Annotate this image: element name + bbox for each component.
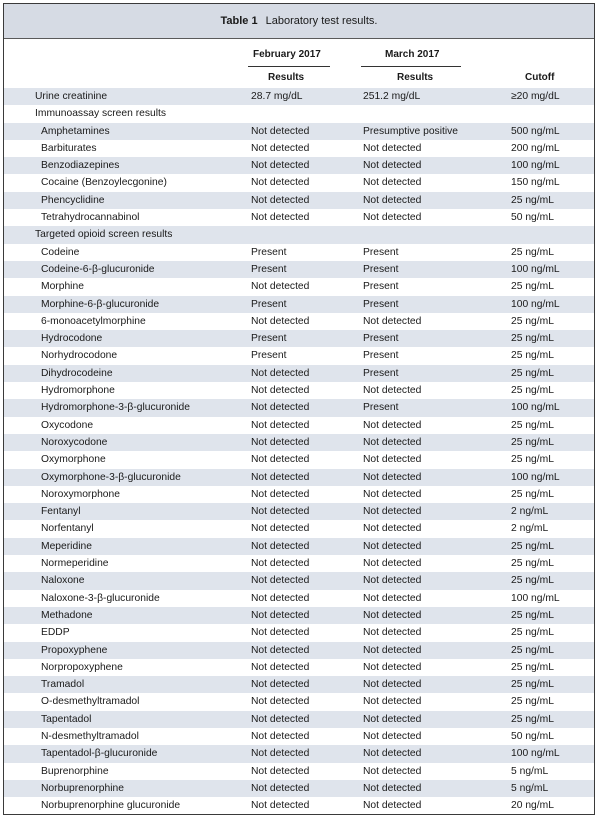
table-row	[4, 676, 594, 693]
cell-march-result: Not detected	[363, 471, 422, 483]
table-row	[4, 365, 594, 382]
table-row	[4, 226, 594, 243]
cell-march-result: Present	[363, 367, 399, 379]
cell-march-result: Present	[363, 402, 399, 414]
table-row	[4, 797, 594, 814]
header-results-mar: Results	[397, 72, 434, 83]
cell-march-result: Not detected	[363, 419, 422, 431]
cell-march-result: Not detected	[363, 194, 422, 206]
cell-cutoff: ≥20 mg/dL	[511, 91, 560, 102]
cell-march-result: Not detected	[363, 523, 422, 535]
table-row	[4, 451, 594, 468]
cell-test-name: Methadone	[41, 609, 93, 621]
table-row	[4, 347, 594, 364]
cell-cutoff: 100 ng/mL	[511, 160, 560, 172]
cell-march-result: Not detected	[363, 713, 422, 725]
table-row	[4, 555, 594, 572]
cell-march-result: Not detected	[363, 782, 422, 794]
header-cutoff: Cutoff	[525, 72, 555, 83]
cell-test-name: Barbiturates	[41, 142, 97, 154]
cell-march-result: 251.2 mg/dL	[363, 91, 421, 102]
cell-test-name: Hydromorphone	[41, 385, 115, 397]
table-row	[4, 642, 594, 659]
cell-test-name: Morphine	[41, 281, 84, 293]
cell-march-result: Not detected	[363, 212, 422, 224]
cell-test-name: Morphine-6-β-glucuronide	[41, 298, 160, 310]
cell-february-result: Present	[251, 246, 287, 258]
cell-march-result: Not detected	[363, 644, 422, 656]
cell-march-result: Not detected	[363, 488, 422, 500]
cell-test-name: Oxymorphone	[41, 454, 106, 466]
cell-test-name: Norfentanyl	[41, 523, 94, 535]
cell-february-result: Not detected	[251, 540, 310, 552]
cell-march-result: Not detected	[363, 765, 422, 777]
table-row	[4, 399, 594, 416]
cell-cutoff: 25 ng/mL	[511, 540, 554, 552]
cell-cutoff: 150 ng/mL	[511, 177, 560, 189]
cell-march-result: Not detected	[363, 696, 422, 708]
cell-march-result: Not detected	[363, 142, 422, 154]
cell-march-result: Present	[363, 298, 399, 310]
cell-march-result: Not detected	[363, 558, 422, 570]
cell-cutoff: 200 ng/mL	[511, 142, 560, 154]
cell-february-result: Present	[251, 263, 287, 275]
table-row	[4, 88, 594, 105]
cell-february-result: Not detected	[251, 800, 310, 812]
table-row	[4, 659, 594, 676]
table-row	[4, 192, 594, 209]
cell-cutoff: 25 ng/mL	[511, 558, 554, 570]
table-row	[4, 157, 594, 174]
cell-march-result: Not detected	[363, 177, 422, 189]
table-row	[4, 174, 594, 191]
cell-cutoff: 20 ng/mL	[511, 800, 554, 812]
table-row	[4, 313, 594, 330]
cell-cutoff: 25 ng/mL	[511, 696, 554, 708]
column-headers	[4, 39, 594, 88]
table-row	[4, 434, 594, 451]
cell-test-name: O-desmethyltramadol	[41, 696, 140, 708]
header-march: March 2017	[385, 49, 440, 60]
header-results-feb: Results	[268, 72, 305, 83]
table-row	[4, 123, 594, 140]
table-row	[4, 590, 594, 607]
cell-cutoff: 25 ng/mL	[511, 333, 554, 345]
cell-february-result: Not detected	[251, 471, 310, 483]
cell-march-result: Presumptive positive	[363, 125, 458, 137]
cell-cutoff: 100 ng/mL	[511, 471, 560, 483]
cell-test-name: Hydromorphone-3-β-glucuronide	[41, 402, 191, 414]
cell-test-name: Noroxymorphone	[41, 488, 120, 500]
cell-february-result: Not detected	[251, 592, 310, 604]
cell-march-result: Not detected	[363, 540, 422, 552]
cell-cutoff: 25 ng/mL	[511, 194, 554, 206]
cell-cutoff: 25 ng/mL	[511, 246, 554, 258]
cell-cutoff: 25 ng/mL	[511, 436, 554, 448]
lab-results-table	[3, 3, 595, 815]
cell-cutoff: 25 ng/mL	[511, 661, 554, 673]
cell-test-name: Benzodiazepines	[41, 160, 120, 172]
cell-march-result: Not detected	[363, 436, 422, 448]
cell-february-result: Not detected	[251, 627, 310, 639]
cell-cutoff: 25 ng/mL	[511, 644, 554, 656]
table-row	[4, 486, 594, 503]
cell-march-result: Present	[363, 281, 399, 293]
cell-cutoff: 25 ng/mL	[511, 609, 554, 621]
cell-test-name: Oxycodone	[41, 419, 94, 431]
cell-february-result: Not detected	[251, 488, 310, 500]
cell-february-result: Not detected	[251, 765, 310, 777]
table-row	[4, 624, 594, 641]
cell-test-name: Fentanyl	[41, 506, 81, 518]
table-row	[4, 105, 594, 122]
cell-cutoff: 100 ng/mL	[511, 298, 560, 310]
cell-february-result: Not detected	[251, 506, 310, 518]
table-row	[4, 330, 594, 347]
cell-test-name: N-desmethyltramadol	[41, 730, 139, 742]
cell-february-result: Not detected	[251, 419, 310, 431]
cell-february-result: Not detected	[251, 436, 310, 448]
cell-march-result: Not detected	[363, 160, 422, 172]
cell-cutoff: 50 ng/mL	[511, 212, 554, 224]
cell-cutoff: 2 ng/mL	[511, 506, 549, 518]
cell-february-result: Not detected	[251, 609, 310, 621]
cell-cutoff: 25 ng/mL	[511, 350, 554, 362]
cell-february-result: Not detected	[251, 212, 310, 224]
cell-test-name: Normeperidine	[41, 558, 109, 570]
cell-cutoff: 25 ng/mL	[511, 315, 554, 327]
cell-test-name: Targeted opioid screen results	[35, 229, 173, 241]
cell-cutoff: 100 ng/mL	[511, 592, 560, 604]
cell-test-name: Naloxone-3-β-glucuronide	[41, 592, 160, 604]
table-row	[4, 538, 594, 555]
cell-test-name: Norhydrocodone	[41, 350, 118, 362]
cell-march-result: Present	[363, 246, 399, 258]
cell-february-result: Not detected	[251, 696, 310, 708]
table-row	[4, 209, 594, 226]
cell-february-result: 28.7 mg/dL	[251, 91, 303, 102]
cell-cutoff: 5 ng/mL	[511, 782, 549, 794]
cell-cutoff: 2 ng/mL	[511, 523, 549, 535]
table-title: Laboratory test results.	[265, 15, 378, 27]
cell-march-result: Not detected	[363, 454, 422, 466]
cell-march-result: Not detected	[363, 575, 422, 587]
table-row	[4, 607, 594, 624]
cell-cutoff: 100 ng/mL	[511, 402, 560, 414]
cell-february-result: Not detected	[251, 558, 310, 570]
table-row	[4, 417, 594, 434]
cell-february-result: Present	[251, 333, 287, 345]
table-row	[4, 140, 594, 157]
cell-february-result: Not detected	[251, 730, 310, 742]
cell-march-result: Not detected	[363, 385, 422, 397]
cell-february-result: Not detected	[251, 315, 310, 327]
cell-test-name: Cocaine (Benzoylecgonine)	[41, 177, 167, 189]
cell-test-name: Codeine	[41, 246, 80, 258]
table-row	[4, 763, 594, 780]
table-row	[4, 278, 594, 295]
cell-march-result: Not detected	[363, 315, 422, 327]
cell-test-name: Tramadol	[41, 679, 85, 691]
cell-march-result: Not detected	[363, 627, 422, 639]
cell-february-result: Not detected	[251, 402, 310, 414]
cell-march-result: Not detected	[363, 679, 422, 691]
cell-february-result: Not detected	[251, 385, 310, 397]
cell-test-name: Codeine-6-β-glucuronide	[41, 263, 155, 275]
cell-march-result: Not detected	[363, 800, 422, 812]
cell-cutoff: 25 ng/mL	[511, 488, 554, 500]
cell-february-result: Not detected	[251, 177, 310, 189]
table-row	[4, 693, 594, 710]
cell-test-name: Hydrocodone	[41, 333, 103, 345]
cell-march-result: Not detected	[363, 730, 422, 742]
table-body	[4, 88, 594, 814]
cell-test-name: Urine creatinine	[35, 91, 108, 102]
cell-march-result: Not detected	[363, 506, 422, 518]
cell-test-name: Propoxyphene	[41, 644, 108, 656]
table-row	[4, 711, 594, 728]
cell-february-result: Not detected	[251, 523, 310, 535]
table-row	[4, 261, 594, 278]
cell-february-result: Present	[251, 298, 287, 310]
cell-march-result: Present	[363, 263, 399, 275]
cell-february-result: Not detected	[251, 575, 310, 587]
table-row	[4, 503, 594, 520]
cell-cutoff: 5 ng/mL	[511, 765, 549, 777]
cell-february-result: Not detected	[251, 748, 310, 760]
cell-test-name: Dihydrocodeine	[41, 367, 113, 379]
cell-february-result: Present	[251, 350, 287, 362]
cell-test-name: Noroxycodone	[41, 436, 108, 448]
cell-february-result: Not detected	[251, 454, 310, 466]
cell-february-result: Not detected	[251, 142, 310, 154]
table-row	[4, 520, 594, 537]
cell-cutoff: 25 ng/mL	[511, 385, 554, 397]
cell-test-name: Tetrahydrocannabinol	[41, 212, 140, 224]
cell-february-result: Not detected	[251, 713, 310, 725]
table-row	[4, 780, 594, 797]
table-number: Table 1	[220, 15, 258, 27]
cell-test-name: Amphetamines	[41, 125, 110, 137]
cell-february-result: Not detected	[251, 160, 310, 172]
cell-test-name: Naloxone	[41, 575, 85, 587]
cell-cutoff: 25 ng/mL	[511, 419, 554, 431]
cell-cutoff: 25 ng/mL	[511, 367, 554, 379]
cell-march-result: Not detected	[363, 592, 422, 604]
table-row	[4, 296, 594, 313]
cell-test-name: Norbuprenorphine glucuronide	[41, 800, 181, 812]
cell-cutoff: 100 ng/mL	[511, 263, 560, 275]
table-row	[4, 728, 594, 745]
cell-march-result: Not detected	[363, 748, 422, 760]
cell-february-result: Not detected	[251, 782, 310, 794]
cell-test-name: Immunoassay screen results	[35, 108, 167, 120]
cell-cutoff: 25 ng/mL	[511, 679, 554, 691]
cell-february-result: Not detected	[251, 367, 310, 379]
cell-test-name: Buprenorphine	[41, 765, 109, 777]
header-february: February 2017	[253, 49, 321, 60]
cell-cutoff: 50 ng/mL	[511, 730, 554, 742]
cell-test-name: Norbuprenorphine	[41, 782, 125, 794]
header-rule-march	[361, 66, 461, 67]
table-row	[4, 572, 594, 589]
cell-test-name: Meperidine	[41, 540, 92, 552]
cell-cutoff: 25 ng/mL	[511, 627, 554, 639]
cell-cutoff: 25 ng/mL	[511, 575, 554, 587]
cell-february-result: Not detected	[251, 125, 310, 137]
cell-february-result: Not detected	[251, 661, 310, 673]
header-rule-february	[248, 66, 330, 67]
cell-february-result: Not detected	[251, 281, 310, 293]
cell-test-name: 6-monoacetylmorphine	[41, 315, 146, 327]
cell-cutoff: 25 ng/mL	[511, 281, 554, 293]
table-row	[4, 244, 594, 261]
cell-february-result: Not detected	[251, 194, 310, 206]
cell-cutoff: 500 ng/mL	[511, 125, 560, 137]
cell-march-result: Present	[363, 350, 399, 362]
cell-test-name: Tapentadol-β-glucuronide	[41, 748, 158, 760]
cell-cutoff: 100 ng/mL	[511, 748, 560, 760]
table-row	[4, 469, 594, 486]
cell-february-result: Not detected	[251, 644, 310, 656]
cell-cutoff: 25 ng/mL	[511, 713, 554, 725]
table-row	[4, 382, 594, 399]
cell-test-name: Oxymorphone-3-β-glucuronide	[41, 471, 181, 483]
cell-march-result: Present	[363, 333, 399, 345]
cell-march-result: Not detected	[363, 661, 422, 673]
table-title-bar	[4, 4, 594, 39]
cell-test-name: Norpropoxyphene	[41, 661, 123, 673]
cell-march-result: Not detected	[363, 609, 422, 621]
cell-february-result: Not detected	[251, 679, 310, 691]
cell-test-name: Phencyclidine	[41, 194, 105, 206]
cell-test-name: Tapentadol	[41, 713, 92, 725]
cell-cutoff: 25 ng/mL	[511, 454, 554, 466]
cell-test-name: EDDP	[41, 627, 70, 639]
table-row	[4, 745, 594, 762]
